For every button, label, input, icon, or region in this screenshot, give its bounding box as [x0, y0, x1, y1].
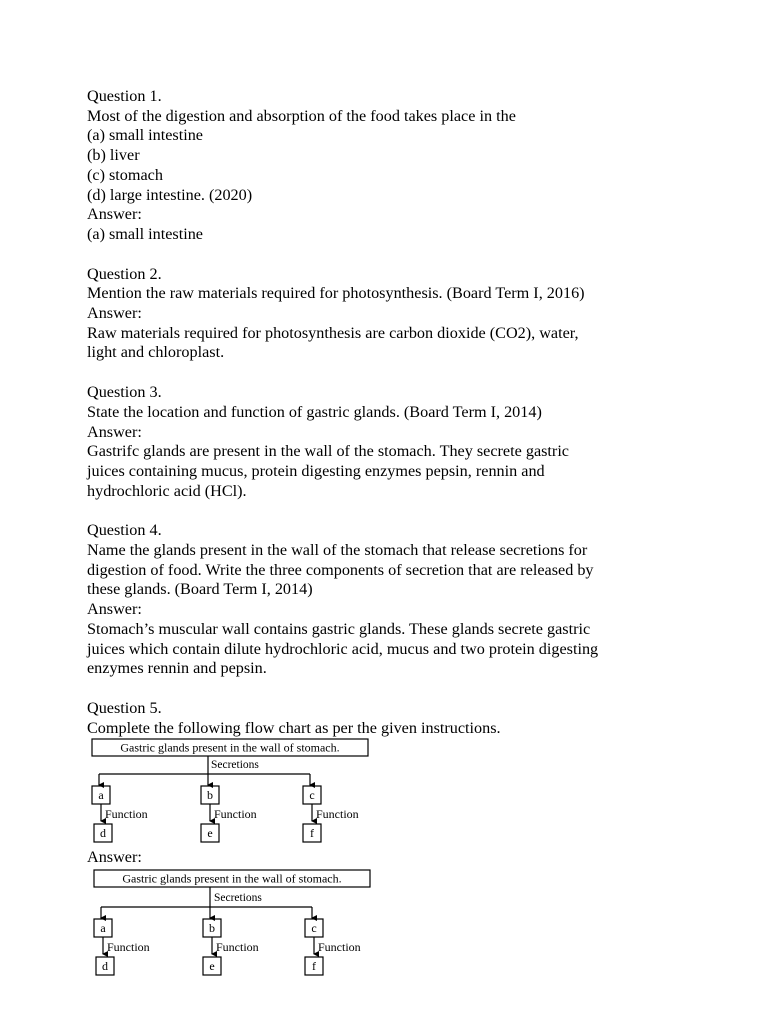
question-text: State the location and function of gastric glands. (Board Term I, 2014) — [87, 402, 542, 421]
question-1 — [87, 87, 687, 245]
flowchart-function-label: Function — [216, 940, 259, 955]
answer-text: (a) small intestine — [87, 224, 203, 243]
flowchart-answer — [91, 869, 381, 981]
question-2 — [87, 265, 687, 364]
flowchart-secretions-label: Secretions — [214, 892, 262, 905]
document-body — [87, 87, 687, 981]
answer-text: Raw materials required for photosynthesis are carbon dioxide (CO2), water, — [87, 323, 579, 342]
svg-text:f: f — [310, 826, 314, 841]
question-text: Most of the digestion and absorption of the food takes place in the — [87, 106, 516, 125]
answer-label: Answer: — [87, 848, 142, 867]
answer-label: Answer: — [87, 422, 142, 441]
svg-text:e: e — [207, 826, 213, 841]
flowchart-top-label: Gastric glands present in the wall of stomach. — [120, 740, 340, 755]
flowchart-question — [91, 738, 381, 848]
question-5 — [87, 699, 687, 981]
question-heading: Question 4. — [87, 521, 162, 540]
answer-text: enzymes rennin and pepsin. — [87, 659, 267, 678]
svg-text:a: a — [98, 788, 104, 803]
svg-text:d: d — [100, 826, 106, 841]
answer-label: Answer: — [87, 600, 142, 619]
option-c: (c) stomach — [87, 165, 163, 184]
question-text: digestion of food. Write the three components of secretion that are released by — [87, 560, 594, 579]
flowchart-function-label: Function — [316, 807, 359, 822]
flowchart-function-label: Function — [318, 940, 361, 955]
answer-label: Answer: — [87, 205, 142, 224]
answer-text: hydrochloric acid (HCl). — [87, 481, 247, 500]
answer-text: juices containing mucus, protein digesting enzymes pepsin, rennin and — [87, 461, 545, 480]
answer-text: light and chloroplast. — [87, 343, 225, 362]
flowchart-secretions-label: Secretions — [211, 759, 259, 772]
svg-text:b: b — [209, 921, 215, 936]
option-d: (d) large intestine. (2020) — [87, 185, 253, 204]
answer-label: Answer: — [87, 304, 142, 323]
svg-text:b: b — [207, 788, 213, 803]
question-3 — [87, 383, 687, 501]
question-heading: Question 2. — [87, 264, 162, 283]
flowchart-function-label: Function — [107, 940, 150, 955]
option-a: (a) small intestine — [87, 126, 203, 145]
question-heading: Question 1. — [87, 87, 162, 105]
question-text: Complete the following flow chart as per the given instructions. — [87, 718, 501, 737]
flowchart-function-label: Function — [105, 807, 148, 822]
svg-text:d: d — [102, 959, 108, 974]
question-heading: Question 3. — [87, 383, 162, 402]
answer-text: Gastrifc glands are present in the wall of the stomach. They secrete gastric — [87, 442, 569, 461]
option-b: (b) liver — [87, 146, 140, 165]
svg-text:c: c — [311, 921, 317, 936]
question-heading: Question 5. — [87, 698, 162, 717]
svg-text:f: f — [312, 959, 316, 974]
flowchart-top-label: Gastric glands present in the wall of stomach. — [122, 871, 342, 886]
question-text: Mention the raw materials required for photosynthesis. (Board Term I, 2016) — [87, 284, 585, 303]
svg-text:e: e — [209, 959, 215, 974]
question-text: Name the glands present in the wall of the stomach that release secretions for — [87, 541, 588, 560]
svg-text:a: a — [100, 921, 106, 936]
flowchart-function-label: Function — [214, 807, 257, 822]
question-4 — [87, 521, 687, 679]
svg-text:c: c — [309, 788, 315, 803]
question-text: these glands. (Board Term I, 2014) — [87, 580, 313, 599]
answer-text: juices which contain dilute hydrochloric acid, mucus and two protein digesting — [87, 639, 599, 658]
answer-text: Stomach’s muscular wall contains gastric glands. These glands secrete gastric — [87, 619, 591, 638]
